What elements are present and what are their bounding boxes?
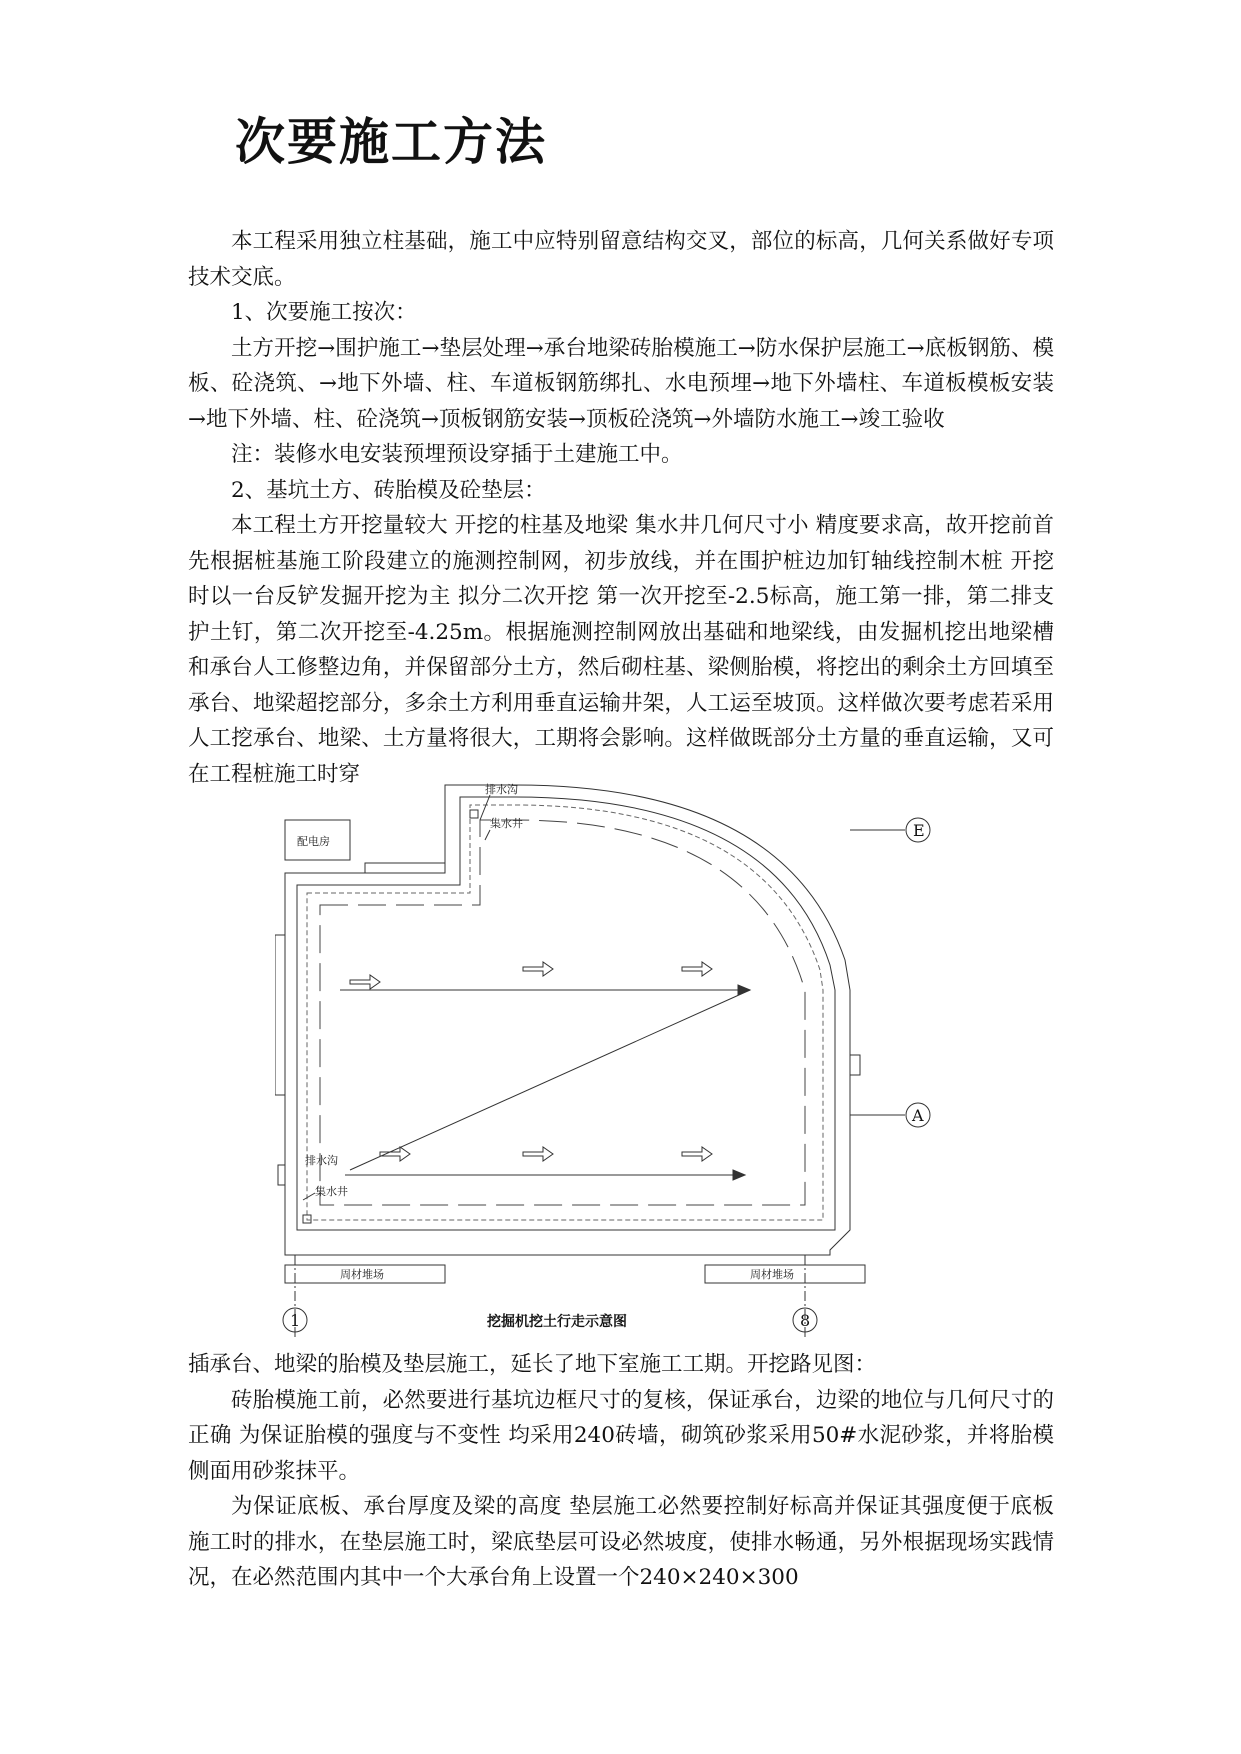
- site-plan-drawing: [275, 775, 1035, 1340]
- right-wall-detail: [850, 1055, 860, 1075]
- paragraph: 1、次要施工按次：: [231, 300, 417, 325]
- paragraph: 土方开挖→围护施工→垫层处理→承台地梁砖胎模施工→防水保护层施工→底板钢筋、模板、砼浇筑、→地下外墙、柱、车道板钢筋绑扎、水电预埋→地下外墙柱、车道板模板安装→地下外墙、柱、砼浇筑→顶板钢筋安装→顶板砼浇筑→外墙防水施工→竣工验收: [188, 335, 1054, 432]
- sump-label-top: 集水井: [490, 817, 523, 830]
- top-notch: [365, 863, 445, 873]
- paragraph: 本工程采用独立柱基础，施工中应特别留意结构交叉，部位的标高，几何关系做好专项技术交底。: [188, 229, 1054, 290]
- axis-label-8: 8: [800, 1311, 811, 1330]
- drainage-ditch-line: [307, 805, 823, 1220]
- site-outer-boundary: [285, 785, 850, 1255]
- paragraph: 插承台、地梁的胎模及垫层施工，延长了地下室施工工期。开挖路见图：: [188, 1352, 877, 1377]
- axis-label-1: 1: [290, 1311, 301, 1330]
- leader-line: [303, 1193, 315, 1200]
- route-arrowhead: [738, 985, 750, 995]
- sump-label-bottom: 集水井: [315, 1185, 348, 1198]
- route-diagonal: [350, 990, 750, 1170]
- axis-label-a: A: [912, 1106, 924, 1125]
- leader-line: [485, 830, 490, 840]
- route-arrowhead: [733, 1170, 745, 1180]
- paragraph: 为保证底板、承台厚度及梁的高度 垫层施工必然要控制好标高并保证其强度便于底板施工时的排水，在垫层施工时，梁底垫层可设必然坡度，使排水畅通，另外根据现场实践情况，在必然范围内其中一个大承台角上设置一个240×240×300: [188, 1494, 1054, 1590]
- body-text-bottom: [188, 1347, 1054, 1596]
- power-room-label: 配电房: [297, 835, 330, 848]
- paragraph: 砖胎模施工前，必然要进行基坑边框尺寸的复核，保证承台，边梁的地位与几何尺寸的正确 为保证胎模的强度与不变性 均采用240砖墙，砌筑砂浆采用50#水泥砂浆，并将胎模侧面用砂浆抹平。: [188, 1387, 1054, 1484]
- paragraph: 注：装修水电安装预埋预设穿插于土建施工中。: [231, 442, 683, 467]
- axis-label-e: E: [913, 821, 925, 840]
- paragraph: 2、基坑土方、砖胎模及砼垫层：: [231, 477, 546, 503]
- left-wall-detail: [275, 935, 285, 1095]
- pit-boundary: [297, 797, 835, 1230]
- figure-caption: 挖掘机挖土行走示意图: [487, 1314, 627, 1330]
- drain-ditch-label-bottom: 排水沟: [305, 1154, 338, 1167]
- excavation-route-figure: [275, 775, 1035, 1340]
- drain-ditch-label-top: 排水沟: [485, 783, 518, 796]
- sump-marker-top: [470, 810, 478, 818]
- direction-arrows-top: [350, 962, 712, 989]
- storage-label-left: 周材堆场: [340, 1268, 384, 1281]
- left-wall-detail: [278, 1165, 285, 1185]
- excavation-line: [320, 820, 805, 1205]
- direction-arrows-bottom: [380, 1147, 712, 1161]
- leader-line: [480, 795, 490, 820]
- paragraph: 本工程土方开挖量较大 开挖的柱基及地梁 集水井几何尺寸小 精度要求高，故开挖前首先根据桩基施工阶段建立的施测控制网，初步放线，并在围护桩边加钉轴线控制木桩 开挖时以一台反铲发掘开挖为主 拟分二次开挖 第一次开挖至-2.5标高，施工第一排，第二排支护土钉，第二次开挖至-4.25m。根据施测控制网放出基础和地梁线，由发掘机挖出地梁槽和承台人工修整边角，并保留部分土方，然后砌柱基、梁侧胎模，将挖出的剩余土方回填至承台、地梁超挖部分，多余土方利用垂直运输井架，人工运至坡顶。这样做次要考虑若采用人工挖承台、地梁、土方量将很大，工期将会影响。这样做既部分土方量的垂直运输，又可在工程桩施工时穿: [188, 513, 1054, 787]
- page-title: 次要施工方法: [235, 112, 547, 171]
- body-text-top: [188, 224, 1054, 792]
- storage-label-right: 周材堆场: [750, 1268, 794, 1281]
